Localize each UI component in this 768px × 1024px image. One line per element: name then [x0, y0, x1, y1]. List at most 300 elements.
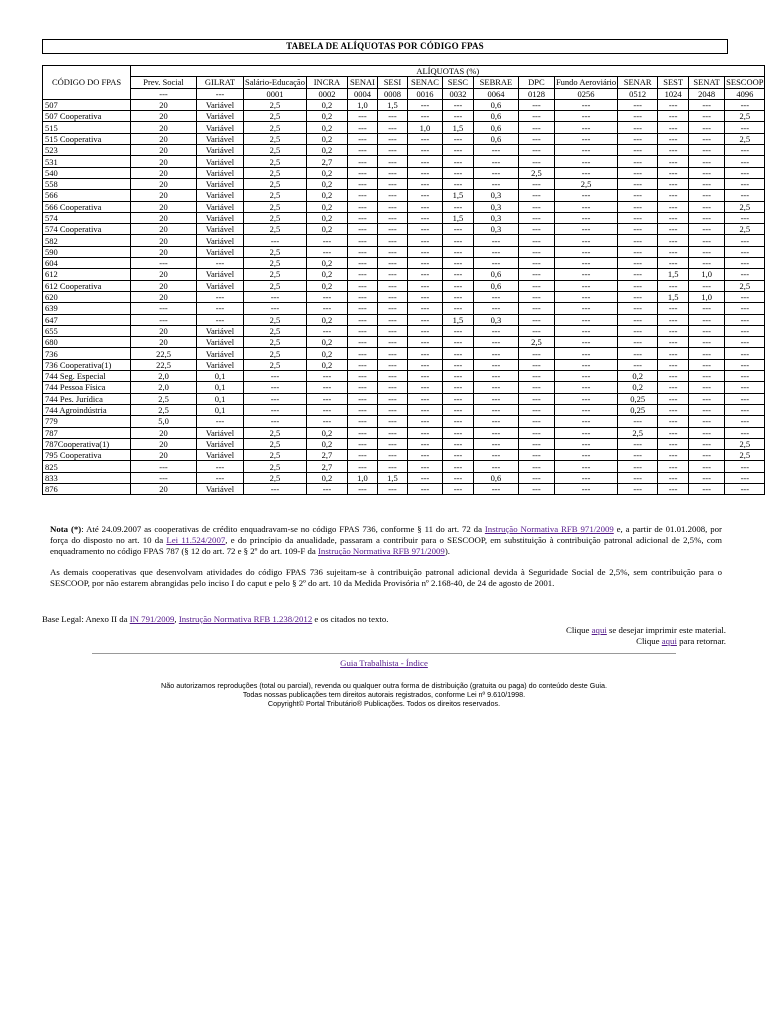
- rate-cell: 20: [131, 145, 197, 156]
- rate-cell: ---: [658, 201, 689, 212]
- rate-cell: ---: [689, 359, 725, 370]
- rate-cell: ---: [442, 269, 473, 280]
- rate-cell: ---: [658, 450, 689, 461]
- print-text: Clique: [565, 625, 592, 635]
- rate-cell: 2,5: [244, 359, 307, 370]
- rate-cell: ---: [197, 472, 244, 483]
- rate-cell: ---: [131, 303, 197, 314]
- rate-cell: ---: [442, 371, 473, 382]
- rate-cell: 0,2: [306, 201, 347, 212]
- table-row: [43, 178, 765, 189]
- rate-cell: ---: [377, 393, 407, 404]
- rate-cell: ---: [554, 99, 617, 110]
- rate-cell: ---: [377, 450, 407, 461]
- rate-cell: ---: [518, 303, 554, 314]
- rate-cell: 2,5: [518, 167, 554, 178]
- rate-cell: ---: [377, 325, 407, 336]
- rate-cell: ---: [407, 201, 442, 212]
- table-row: [43, 269, 765, 280]
- rate-cell: ---: [725, 325, 765, 336]
- rate-cell: ---: [407, 337, 442, 348]
- rate-cell: ---: [473, 337, 518, 348]
- print-line: [566, 625, 726, 636]
- rate-cell: Variável: [197, 111, 244, 122]
- rate-cell: 0,6: [473, 122, 518, 133]
- rate-cell: 20: [131, 450, 197, 461]
- rate-cell: ---: [442, 303, 473, 314]
- rate-cell: 20: [131, 483, 197, 494]
- rate-cell: ---: [347, 314, 377, 325]
- rate-cell: ---: [407, 291, 442, 302]
- rate-cell: ---: [244, 291, 307, 302]
- table-row: [43, 393, 765, 404]
- rate-cell: ---: [306, 483, 347, 494]
- print-link[interactable]: aqui: [591, 625, 607, 635]
- rate-cell: ---: [407, 348, 442, 359]
- legal-basis-text: Base Legal: Anexo II da: [42, 614, 130, 624]
- rate-cell: ---: [518, 111, 554, 122]
- rate-cell: 2,5: [244, 99, 307, 110]
- rate-cell: ---: [407, 393, 442, 404]
- rate-cell: 2,0: [131, 371, 197, 382]
- rate-cell: 2,5: [244, 314, 307, 325]
- rate-cell: 0,1: [197, 371, 244, 382]
- rate-cell: 20: [131, 427, 197, 438]
- rate-cell: ---: [554, 404, 617, 415]
- rate-cell: 2,0: [131, 382, 197, 393]
- rate-cell: ---: [473, 416, 518, 427]
- rate-cell: ---: [689, 438, 725, 449]
- rate-cell: ---: [377, 382, 407, 393]
- rate-cell: 0,2: [306, 190, 347, 201]
- rate-cell: 20: [131, 337, 197, 348]
- rate-cell: ---: [689, 472, 725, 483]
- rate-cell: ---: [658, 393, 689, 404]
- rate-cell: ---: [725, 404, 765, 415]
- rate-cell: ---: [658, 348, 689, 359]
- rate-cell: ---: [442, 404, 473, 415]
- fpas-code-cell: 744 Seg. Especial: [43, 371, 131, 382]
- rate-cell: ---: [347, 258, 377, 269]
- rate-cell: ---: [306, 325, 347, 336]
- rate-cell: ---: [554, 269, 617, 280]
- rate-cell: ---: [618, 235, 658, 246]
- rate-cell: ---: [689, 246, 725, 257]
- rate-cell: ---: [518, 291, 554, 302]
- column-header: SENAC: [407, 77, 442, 88]
- rate-cell: 20: [131, 190, 197, 201]
- rate-cell: ---: [407, 269, 442, 280]
- rate-cell: ---: [442, 348, 473, 359]
- rate-cell: ---: [689, 314, 725, 325]
- rate-cell: ---: [518, 99, 554, 110]
- rate-cell: ---: [658, 483, 689, 494]
- table-row: [43, 416, 765, 427]
- table-row: [43, 314, 765, 325]
- rate-cell: ---: [347, 235, 377, 246]
- rate-cell: ---: [658, 337, 689, 348]
- rate-cell: 2,5: [244, 201, 307, 212]
- column-header: INCRA: [306, 77, 347, 88]
- fpas-code-cell: 540: [43, 167, 131, 178]
- rate-cell: 20: [131, 269, 197, 280]
- rate-cell: ---: [347, 404, 377, 415]
- table-row: [43, 325, 765, 336]
- rate-cell: ---: [658, 122, 689, 133]
- rate-cell: 2,5: [244, 133, 307, 144]
- rate-cell: ---: [618, 337, 658, 348]
- table-row: [43, 483, 765, 494]
- rate-cell: ---: [347, 111, 377, 122]
- guia-trabalhista-index-link[interactable]: Guia Trabalhista - Índice: [340, 658, 428, 668]
- guia-index: [0, 658, 768, 668]
- rate-cell: ---: [377, 122, 407, 133]
- rate-cell: ---: [347, 359, 377, 370]
- rate-cell: 2,5: [244, 246, 307, 257]
- fpas-code-cell: 876: [43, 483, 131, 494]
- table-row: [43, 359, 765, 370]
- rate-cell: ---: [473, 393, 518, 404]
- lei-11524-link[interactable]: Lei 11.524/2007: [166, 535, 226, 546]
- in-1238-link[interactable]: Instrução Normativa RFB 1.238/2012: [178, 614, 313, 624]
- rate-cell: ---: [658, 167, 689, 178]
- rate-cell: ---: [618, 269, 658, 280]
- rate-cell: 0,2: [306, 337, 347, 348]
- rate-cell: 2,5: [244, 348, 307, 359]
- aliquotas-table: [42, 65, 765, 495]
- rate-cell: ---: [658, 145, 689, 156]
- note-text: ).: [444, 546, 450, 557]
- in-791-link[interactable]: IN 791/2009: [129, 614, 175, 624]
- rate-cell: ---: [306, 235, 347, 246]
- rate-cell: 0,6: [473, 111, 518, 122]
- rate-cell: ---: [554, 461, 617, 472]
- rate-cell: ---: [658, 224, 689, 235]
- rate-cell: ---: [244, 393, 307, 404]
- rate-cell: ---: [725, 178, 765, 189]
- table-row: [43, 201, 765, 212]
- legal-basis: [42, 614, 388, 624]
- rate-cell: ---: [689, 382, 725, 393]
- column-code: 2048: [689, 88, 725, 99]
- rate-cell: 0,3: [473, 201, 518, 212]
- rate-cell: ---: [377, 371, 407, 382]
- rate-cell: ---: [473, 427, 518, 438]
- rate-cell: ---: [407, 303, 442, 314]
- rate-cell: 2,5: [244, 224, 307, 235]
- rate-cell: ---: [725, 167, 765, 178]
- rate-cell: 0,25: [618, 393, 658, 404]
- rate-cell: 0,2: [618, 382, 658, 393]
- rate-cell: ---: [347, 167, 377, 178]
- rate-cell: ---: [689, 156, 725, 167]
- rate-cell: ---: [689, 427, 725, 438]
- rate-cell: ---: [377, 291, 407, 302]
- column-header: Prev. Social: [131, 77, 197, 88]
- rate-cell: ---: [518, 371, 554, 382]
- rate-cell: 20: [131, 111, 197, 122]
- rate-cell: ---: [518, 348, 554, 359]
- rate-cell: ---: [442, 359, 473, 370]
- rate-cell: ---: [377, 133, 407, 144]
- rate-cell: ---: [407, 371, 442, 382]
- rate-cell: ---: [244, 404, 307, 415]
- rate-cell: 2,5: [725, 224, 765, 235]
- rate-cell: 0,2: [306, 99, 347, 110]
- rate-cell: 0,2: [306, 145, 347, 156]
- rate-cell: 2,5: [725, 438, 765, 449]
- rate-cell: Variável: [197, 167, 244, 178]
- fpas-code-cell: 639: [43, 303, 131, 314]
- rate-cell: ---: [658, 280, 689, 291]
- rate-cell: ---: [377, 235, 407, 246]
- rate-cell: ---: [347, 224, 377, 235]
- rate-cell: Variável: [197, 337, 244, 348]
- legal-basis-text: e os citados no texto.: [312, 614, 389, 624]
- rate-cell: ---: [347, 483, 377, 494]
- rate-cell: ---: [725, 393, 765, 404]
- rate-cell: ---: [658, 359, 689, 370]
- rate-cell: ---: [618, 314, 658, 325]
- rate-cell: 1,5: [442, 122, 473, 133]
- rate-cell: ---: [442, 201, 473, 212]
- fpas-code-cell: 507: [43, 99, 131, 110]
- rate-cell: ---: [618, 416, 658, 427]
- rate-cell: ---: [554, 156, 617, 167]
- fpas-code-cell: 825: [43, 461, 131, 472]
- rate-cell: ---: [689, 235, 725, 246]
- rate-cell: 2,5: [725, 280, 765, 291]
- rate-cell: 0,3: [473, 314, 518, 325]
- rate-cell: ---: [518, 212, 554, 223]
- print-return-links: [566, 625, 726, 647]
- column-code: 0016: [407, 88, 442, 99]
- rate-cell: ---: [554, 427, 617, 438]
- rate-cell: ---: [244, 483, 307, 494]
- rate-cell: ---: [618, 359, 658, 370]
- table-row: [43, 246, 765, 257]
- rate-cell: ---: [197, 314, 244, 325]
- copyright-footer: [0, 681, 768, 708]
- rate-cell: ---: [442, 156, 473, 167]
- rate-cell: 1,0: [347, 472, 377, 483]
- rate-cell: ---: [689, 461, 725, 472]
- rate-cell: ---: [518, 450, 554, 461]
- rate-cell: ---: [618, 325, 658, 336]
- rate-cell: ---: [347, 348, 377, 359]
- rate-cell: 1,0: [407, 122, 442, 133]
- rate-cell: ---: [347, 190, 377, 201]
- table-row: [43, 348, 765, 359]
- fpas-code-cell: 558: [43, 178, 131, 189]
- table-row: [43, 404, 765, 415]
- rate-cell: 0,2: [306, 359, 347, 370]
- rate-cell: ---: [658, 472, 689, 483]
- rate-cell: 22,5: [131, 348, 197, 359]
- rate-cell: ---: [442, 111, 473, 122]
- rate-cell: 2,5: [244, 438, 307, 449]
- fpas-code-cell: 531: [43, 156, 131, 167]
- rate-cell: ---: [618, 133, 658, 144]
- rate-cell: ---: [518, 472, 554, 483]
- table-row: [43, 472, 765, 483]
- fpas-code-cell: 515: [43, 122, 131, 133]
- rate-cell: ---: [554, 382, 617, 393]
- fpas-code-cell: 604: [43, 258, 131, 269]
- rate-cell: ---: [518, 280, 554, 291]
- in-971-link[interactable]: Instrução Normativa RFB 971/2009: [484, 524, 614, 534]
- return-line: [566, 636, 726, 647]
- rate-cell: ---: [473, 382, 518, 393]
- rate-cell: ---: [442, 291, 473, 302]
- column-code: ---: [131, 88, 197, 99]
- rate-cell: ---: [725, 337, 765, 348]
- rate-cell: ---: [244, 303, 307, 314]
- rate-cell: ---: [347, 122, 377, 133]
- rate-cell: ---: [473, 167, 518, 178]
- rate-cell: ---: [197, 303, 244, 314]
- table-row: [43, 212, 765, 223]
- rate-cell: ---: [377, 269, 407, 280]
- return-link[interactable]: aqui: [661, 636, 677, 646]
- rate-cell: ---: [658, 438, 689, 449]
- rate-cell: 1,5: [377, 472, 407, 483]
- rate-cell: ---: [658, 314, 689, 325]
- rate-cell: ---: [554, 246, 617, 257]
- rate-cell: 20: [131, 212, 197, 223]
- rate-cell: Variável: [197, 359, 244, 370]
- rate-cell: ---: [377, 167, 407, 178]
- rate-cell: ---: [407, 145, 442, 156]
- rate-cell: ---: [518, 190, 554, 201]
- column-code: ---: [197, 88, 244, 99]
- column-header: SESC: [442, 77, 473, 88]
- fpas-code-cell: 833: [43, 472, 131, 483]
- rate-cell: ---: [689, 212, 725, 223]
- rate-cell: 0,3: [473, 224, 518, 235]
- rate-cell: 0,2: [306, 178, 347, 189]
- rate-cell: ---: [442, 382, 473, 393]
- rate-cell: ---: [554, 450, 617, 461]
- rate-cell: ---: [407, 235, 442, 246]
- rate-cell: Variável: [197, 122, 244, 133]
- rate-cell: Variável: [197, 483, 244, 494]
- rate-cell: ---: [554, 393, 617, 404]
- rate-cell: ---: [725, 359, 765, 370]
- return-text: Clique: [636, 636, 662, 646]
- rate-cell: 1,0: [689, 291, 725, 302]
- column-header: GILRAT: [197, 77, 244, 88]
- rate-cell: Variável: [197, 269, 244, 280]
- rate-cell: ---: [442, 99, 473, 110]
- rate-cell: ---: [618, 291, 658, 302]
- rate-cell: 1,0: [689, 269, 725, 280]
- fpas-code-cell: 736: [43, 348, 131, 359]
- rate-cell: ---: [442, 167, 473, 178]
- rate-cell: ---: [518, 427, 554, 438]
- table-row: [43, 224, 765, 235]
- fpas-code-cell: 515 Cooperativa: [43, 133, 131, 144]
- rate-cell: ---: [306, 393, 347, 404]
- rate-cell: ---: [554, 224, 617, 235]
- rate-cell: 2,5: [131, 393, 197, 404]
- in-971-link-2[interactable]: Instrução Normativa RFB 971/2009: [318, 546, 445, 557]
- rate-cell: ---: [554, 472, 617, 483]
- rate-cell: ---: [407, 438, 442, 449]
- rate-cell: ---: [244, 416, 307, 427]
- rate-cell: ---: [347, 371, 377, 382]
- rate-cell: ---: [618, 145, 658, 156]
- rate-cell: 0,2: [306, 133, 347, 144]
- note-other-cooperatives: As demais cooperativas que desenvolvam atividades do código FPAS 736 sujeitam-se à contribuição patronal adicional devida à Seguridade Social de 2,5%, sem contribuição para o SESCOOP, por não estarem abrangidas pelo inciso I do caput e pelo § 2º do art. 10 da Medida Provisória nº 2.168-40, de 24 de agosto de 2001.: [50, 566, 722, 588]
- rate-cell: ---: [518, 314, 554, 325]
- rate-cell: ---: [618, 99, 658, 110]
- rate-cell: ---: [407, 314, 442, 325]
- rate-cell: 0,25: [618, 404, 658, 415]
- rate-cell: ---: [473, 145, 518, 156]
- rate-cell: ---: [407, 427, 442, 438]
- rate-cell: ---: [442, 416, 473, 427]
- rate-cell: ---: [518, 483, 554, 494]
- rate-cell: ---: [407, 450, 442, 461]
- rate-cell: ---: [377, 461, 407, 472]
- rate-cell: ---: [442, 393, 473, 404]
- rate-cell: ---: [442, 450, 473, 461]
- rate-cell: 20: [131, 122, 197, 133]
- rate-cell: 0,2: [306, 348, 347, 359]
- rate-cell: ---: [658, 258, 689, 269]
- rate-cell: ---: [725, 291, 765, 302]
- rate-cell: ---: [306, 291, 347, 302]
- rate-cell: ---: [725, 122, 765, 133]
- rate-cell: ---: [689, 371, 725, 382]
- rate-cell: Variável: [197, 201, 244, 212]
- rate-cell: ---: [618, 258, 658, 269]
- table-row: [43, 337, 765, 348]
- fpas-code-cell: 744 Pessoa Física: [43, 382, 131, 393]
- rate-cell: ---: [554, 133, 617, 144]
- rate-cell: ---: [518, 122, 554, 133]
- rate-cell: ---: [658, 133, 689, 144]
- rate-cell: 2,5: [244, 122, 307, 133]
- note-text: e, a partir de 01.01.2008, por força do disposto no art. 10 da: [50, 524, 722, 546]
- rate-cell: 2,5: [244, 450, 307, 461]
- rate-cell: 0,6: [473, 133, 518, 144]
- rate-cell: 1,5: [442, 314, 473, 325]
- rate-cell: ---: [725, 190, 765, 201]
- rate-cell: 20: [131, 246, 197, 257]
- rate-cell: ---: [442, 427, 473, 438]
- rate-cell: ---: [554, 416, 617, 427]
- rate-cell: ---: [197, 291, 244, 302]
- rate-cell: ---: [689, 167, 725, 178]
- rate-cell: 2,5: [244, 190, 307, 201]
- note-text: , e do princípio da anualidade, passaram a contribuir para o SESCOOP, em substituição à contribuição patronal adicional de 2,5%, com enquadramento no código FPAS 787 (§ 12 do art. 72 e § 2º do art. 109-F da: [50, 535, 722, 557]
- rate-cell: ---: [658, 427, 689, 438]
- rate-cell: 2,5: [725, 133, 765, 144]
- rate-cell: ---: [725, 461, 765, 472]
- rate-cell: 2,5: [618, 427, 658, 438]
- fpas-code-cell: 655: [43, 325, 131, 336]
- rate-cell: ---: [347, 269, 377, 280]
- rate-cell: ---: [473, 461, 518, 472]
- column-header: SEST: [658, 77, 689, 88]
- column-code: 0128: [518, 88, 554, 99]
- rate-cell: ---: [131, 258, 197, 269]
- fpas-code-cell: 744 Pes. Jurídica: [43, 393, 131, 404]
- rate-cell: ---: [554, 190, 617, 201]
- rate-cell: ---: [407, 190, 442, 201]
